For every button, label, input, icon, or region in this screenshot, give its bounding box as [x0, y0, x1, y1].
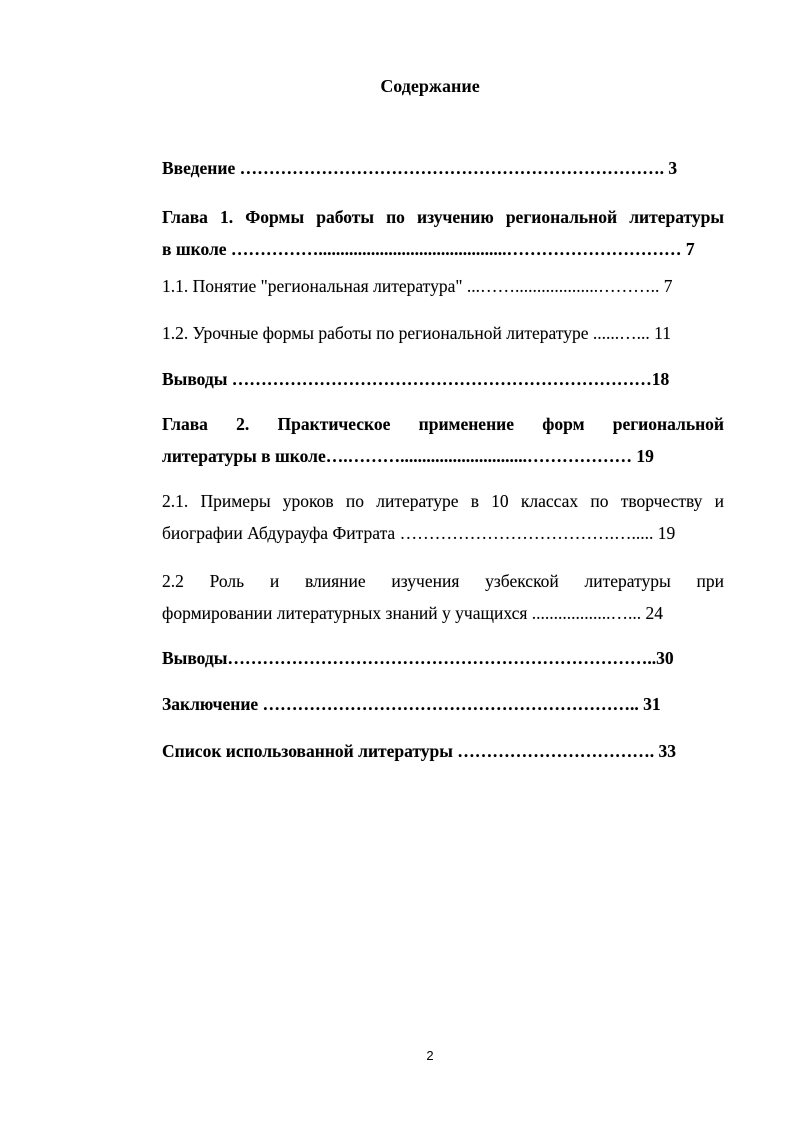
toc-entry-references [162, 735, 724, 767]
toc-entry-text: биографии Абдурауфа Фитрата ……………………………….…..... 19 [162, 523, 676, 543]
toc-entry-text: в школе ……………...........................................………………………… 7 [162, 239, 695, 259]
toc-entry-chapter-1 [162, 201, 724, 265]
toc-entry-section-1-1 [162, 270, 724, 302]
toc-entry-text: Глава 2. Практическое применение форм региональной [162, 414, 724, 434]
toc-entry-conclusion [162, 688, 724, 720]
toc-entry-conclusions-1 [162, 363, 724, 395]
toc-entry-introduction [162, 152, 724, 184]
toc-entry-text: Выводы ………………………………………………………………18 [162, 369, 670, 389]
toc-entry-text: 1.2. Урочные формы работы по региональной литературе ......…... 11 [162, 323, 671, 343]
toc-entry-text: 1.1. Понятие "региональная литература" ...……...................……….. 7 [162, 276, 673, 296]
toc-entry-text: Выводы………………………………………………………………..30 [162, 648, 674, 668]
toc-entry-chapter-2 [162, 408, 724, 472]
toc-entry-section-1-2 [162, 317, 724, 349]
toc-entry-text: литературы в школе….……….............................……………… 19 [162, 446, 654, 466]
toc-entry-section-2-2 [162, 565, 724, 629]
toc-entry-text: Глава 1. Формы работы по изучению региональной литературы [162, 207, 724, 227]
page-number: 2 [426, 1048, 434, 1063]
toc-entry-text: Список использованной литературы ……………………………. 33 [162, 741, 677, 761]
toc-entry-section-2-1 [162, 485, 724, 549]
toc-title: Содержание [380, 76, 480, 96]
toc-entry-text: Введение ………………………………………………………………. 3 [162, 158, 678, 178]
toc-entry-text: Заключение ……………………………………………………….. 31 [162, 694, 661, 714]
toc-entry-conclusions-2 [162, 642, 724, 674]
toc-entry-text: формировании литературных знаний у учащихся ..................…... 24 [162, 603, 664, 623]
toc-entry-text: 2.1. Примеры уроков по литературе в 10 классах по творчеству и [162, 491, 724, 511]
toc-entry-text: 2.2 Роль и влияние изучения узбекской литературы при [162, 571, 724, 591]
